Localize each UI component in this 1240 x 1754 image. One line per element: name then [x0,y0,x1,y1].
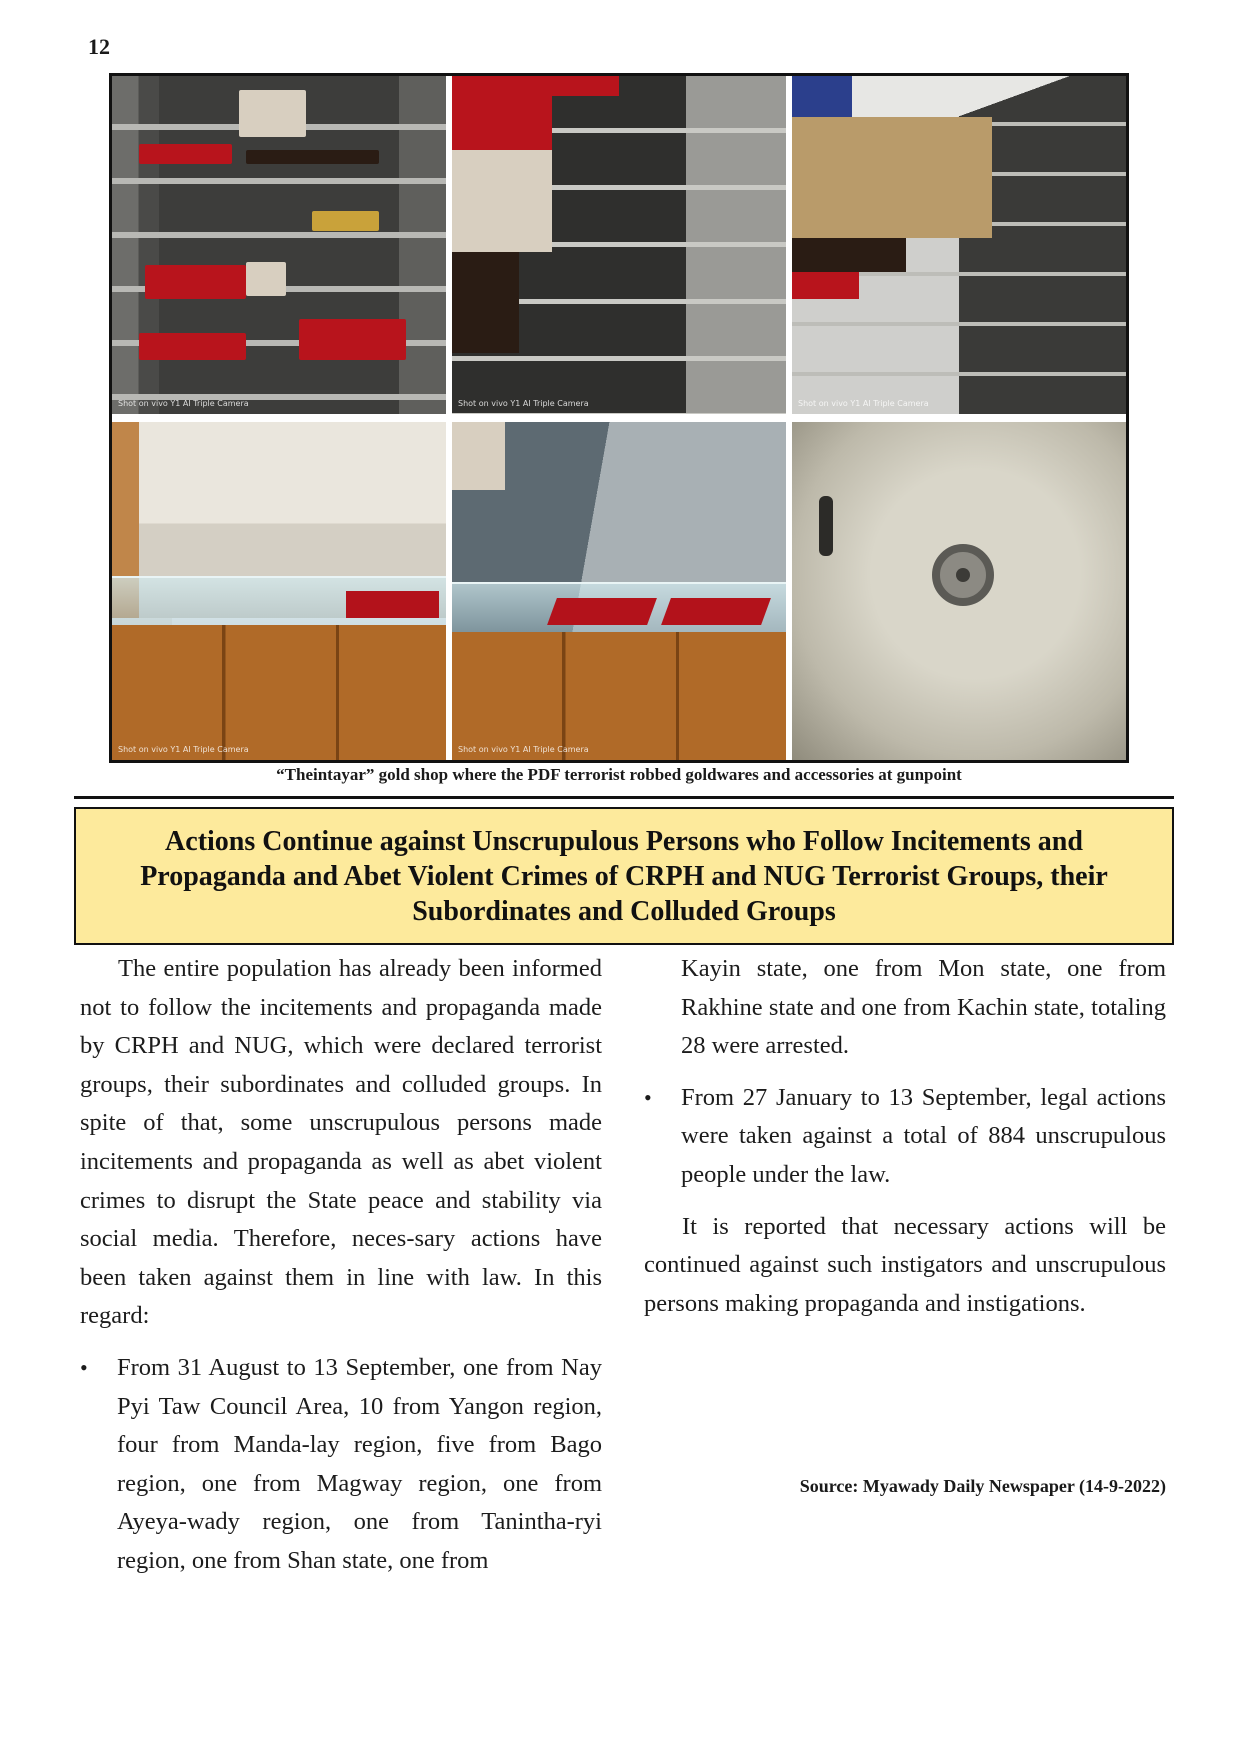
source-credit: Source: Myawady Daily Newspaper (14-9-2022) [799,1476,1166,1496]
list-item-continued [644,950,1166,1066]
photo-watermark: Shot on vivo Y1 AI Triple Camera [118,745,249,754]
photo-jewelry-cabinet-1 [112,76,446,414]
section-divider [74,796,1174,799]
photo-jewelry-boxes [792,76,1126,414]
list-item [80,1349,602,1581]
article-closing: It is reported that necessary actions will be continued against such instigators and unscrupulous persons making propaganda and instigations. [644,1212,1166,1317]
article-intro: The entire population has already been informed not to follow the incitements and propaganda made by CRPH and NUG, which were declared terrorist groups, their subordinates and colluded groups. In spite of that, some unscrupulous persons made incitements and propaganda as well as abet violent crimes to disrupt the State peace and stability via social media. Therefore, neces-sary actions have been taken against them in line with law. In this regard: [80,955,602,1330]
photo-watermark: Shot on vivo Y1 AI Triple Camera [798,399,929,408]
photo-opened-safe [792,422,1126,760]
photo-collage [109,73,1129,763]
photo-caption: “Theintayar” gold shop where the PDF terrorist robbed goldwares and accessories at gunpoint [276,765,962,784]
photo-showroom-counters [112,422,446,760]
photo-jewelry-cabinet-2 [452,76,786,414]
bullet-text: From 31 August to 13 September, one from Nay Pyi Taw Council Area, 10 from Yangon region, four from Manda-lay region, five from Bago region, one from Magway region, one from Ayeya-wady region, one from Tanintha-ryi region, one from Shan state, one from [117,1353,602,1574]
article-column-left [80,950,602,1581]
photo-watermark: Shot on vivo Y1 AI Triple Camera [458,745,589,754]
bullet-text: Kayin state, one from Mon state, one from Rakhine state and one from Kachin state, totaling 28 were arrested. [681,955,1166,1060]
page-number: 12 [88,34,110,59]
photo-empty-display-cases [452,422,786,760]
list-item [644,1079,1166,1195]
bullet-text: From 27 January to 13 September, legal actions were taken against a total of 884 unscrupulous people under the law. [681,1083,1166,1188]
headline-box [74,807,1174,945]
article-column-right [644,950,1166,1323]
bullet-icon: • [80,1354,88,1380]
article-headline: Actions Continue against Unscrupulous Persons who Follow Incitements and Propaganda and Abet Violent Crimes of CRPH and NUG Terrorist Groups, their Subordinates and Colluded Groups [140,825,1108,927]
bullet-icon: • [644,1084,652,1110]
photo-watermark: Shot on vivo Y1 AI Triple Camera [118,399,249,408]
photo-watermark: Shot on vivo Y1 AI Triple Camera [458,399,589,408]
